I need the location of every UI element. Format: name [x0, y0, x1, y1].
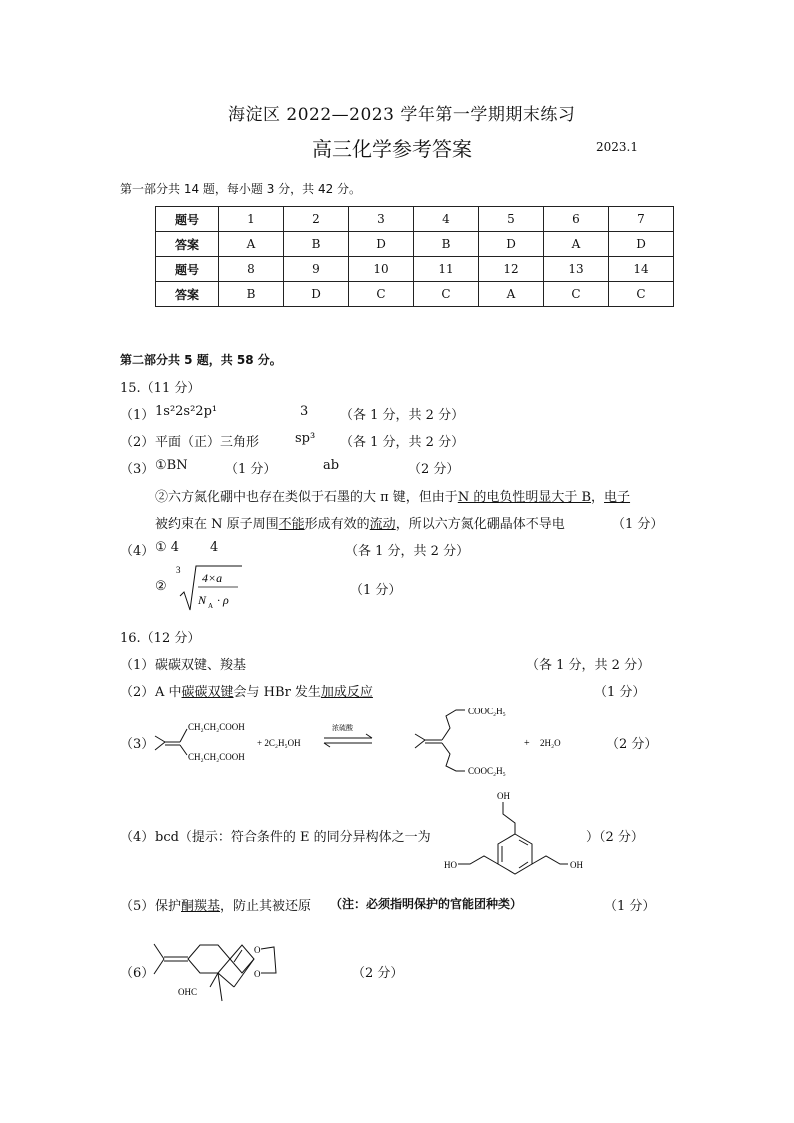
hydroxyl-label-right: OH	[570, 860, 583, 870]
table-cell: 2	[284, 207, 349, 232]
q16-part1-answer: 碳碳双键、羧基	[155, 658, 247, 673]
formula-numerator: 4×a	[202, 571, 223, 585]
text-span: ，防止其被还原	[220, 899, 312, 914]
q16-part4-score: ）（2 分）	[586, 830, 644, 845]
q15-part3-score-b: （2 分）	[408, 462, 460, 477]
q16-part1-score: （各 1 分，共 2 分）	[526, 658, 651, 673]
q15-part4-score: （各 1 分，共 2 分）	[345, 544, 470, 559]
table-row	[156, 207, 674, 232]
ring-double-bond	[234, 950, 242, 962]
q15-part4-answer-b: 4	[210, 540, 219, 555]
table-cell: 14	[609, 257, 674, 282]
oxygen-label-bottom: O	[254, 969, 261, 979]
arrow-head	[324, 743, 330, 747]
bond-line	[155, 742, 165, 750]
bond-line	[180, 745, 187, 755]
q15-part3-answer-b: ab	[323, 458, 340, 473]
table-row	[156, 282, 674, 307]
side-chain-right	[532, 856, 568, 864]
bond-line	[415, 734, 425, 740]
table-cell: 5	[479, 207, 544, 232]
table-cell: B	[284, 232, 349, 257]
q15-part3-number: （3）	[120, 462, 155, 477]
cube-root-formula	[172, 562, 262, 614]
underlined-text: 流动	[369, 517, 396, 532]
table-cell: D	[609, 232, 674, 257]
q16-part4-answer: bcd（提示：符合条件的 E 的同分异构体之一为	[155, 830, 431, 845]
q15-part2-number: （2）	[120, 435, 155, 450]
q15-part4-answer-c-label: ②	[155, 579, 167, 594]
bond-line	[154, 944, 164, 959]
exam-title: 海淀区 2022—2023 学年第一学期期末练习	[228, 105, 576, 125]
root-index: 3	[176, 565, 181, 575]
bond-chain	[442, 710, 465, 740]
underlined-text: 不能	[278, 517, 305, 532]
row-label: 答案	[156, 282, 219, 307]
q16-part3-score: （2 分）	[606, 737, 658, 752]
formula-denominator-sub: A	[208, 602, 214, 610]
q16-part2-answer	[155, 681, 373, 700]
q16-part2-score: （1 分）	[594, 685, 646, 700]
q15-part1-score: （各 1 分，共 2 分）	[340, 408, 465, 423]
ethanol-reagent: + 2C₂H₅OH	[257, 738, 301, 748]
table-cell: 3	[349, 207, 414, 232]
part2-intro: 第二部分共 5 题，共 58 分。	[120, 353, 282, 367]
table-cell: 8	[219, 257, 284, 282]
table-cell: D	[479, 232, 544, 257]
bond-line	[415, 740, 425, 748]
table-cell: 9	[284, 257, 349, 282]
bond-line	[154, 959, 164, 974]
table-cell: 7	[609, 207, 674, 232]
bond-line	[210, 973, 218, 987]
row-label: 答案	[156, 232, 219, 257]
q16-part5-answer	[155, 895, 311, 914]
underlined-text: 酮羰基	[181, 899, 221, 914]
q15-part1-number: （1）	[120, 408, 155, 423]
table-cell: C	[609, 282, 674, 307]
exam-date: 2023.1	[596, 140, 638, 154]
cyclohexane-ring	[188, 945, 230, 973]
q16-header: 16.（12 分）	[120, 631, 201, 646]
q16-part6-number: （6）	[120, 966, 155, 981]
table-cell: C	[414, 282, 479, 307]
table-cell: A	[544, 232, 609, 257]
table-cell: C	[349, 282, 414, 307]
reactant-chain-top: CH₂CH₂COOH	[188, 722, 245, 732]
q15-part2-shape: 平面（正）三角形	[155, 435, 260, 450]
table-row	[156, 232, 674, 257]
q16-part6-score: （2 分）	[352, 966, 404, 981]
q15-part3-score-c: （1 分）	[612, 517, 664, 532]
table-cell: 12	[479, 257, 544, 282]
table-cell: A	[219, 232, 284, 257]
text-span: ，	[591, 490, 605, 505]
bond-chain	[442, 743, 465, 771]
q15-part2-hybrid: sp³	[295, 431, 316, 446]
text-span: A 中	[155, 685, 182, 700]
q15-header: 15.（11 分）	[120, 381, 201, 396]
text-span: 保护	[155, 899, 182, 914]
ketal-product-structure	[148, 935, 288, 1007]
q15-part3-explain-line2	[155, 513, 565, 532]
formula-denominator-rest: · ρ	[217, 593, 229, 607]
table-cell: C	[544, 282, 609, 307]
part1-intro: 第一部分共 14 题，每小题 3 分，共 42 分。	[120, 182, 362, 196]
row-label: 题号	[156, 257, 219, 282]
table-cell: 6	[544, 207, 609, 232]
reaction-condition: 浓硫酸	[332, 724, 353, 732]
water-product: 2H₂O	[540, 738, 561, 748]
text-span: 会与 HBr 发生	[233, 685, 321, 700]
plus-sign: +	[524, 738, 530, 749]
q16-part2-number: （2）	[120, 685, 155, 700]
esterification-reaction	[150, 708, 650, 780]
product-ester-top: COOC₂H₅	[468, 708, 506, 716]
table-cell: B	[219, 282, 284, 307]
q15-part4-answer-a: ① 4	[155, 540, 180, 555]
underlined-text: N 的电负性明显大于 B	[457, 490, 592, 505]
table-cell: B	[414, 232, 479, 257]
q15-part3-explain-line1	[155, 486, 630, 505]
text-span: 形成有效的	[304, 517, 370, 532]
q15-part4-number: （4）	[120, 544, 155, 559]
q15-part2-score: （各 1 分，共 2 分）	[340, 435, 465, 450]
hydroxyl-label-left: HO	[444, 860, 457, 870]
product-ester-bottom: COOC₂H₅	[468, 766, 506, 776]
cyclohexene-ring	[230, 945, 254, 973]
underlined-text: 碳碳双键	[181, 685, 234, 700]
q16-part4-number: （4）	[120, 830, 155, 845]
q15-part1-config: 1s²2s²2p¹	[155, 404, 218, 419]
text-span: ②六方氮化硼中也存在类似于石墨的大 π 键，但由于	[155, 490, 458, 505]
bond-line	[234, 959, 254, 987]
table-cell: D	[284, 282, 349, 307]
side-chain-top	[503, 802, 515, 834]
bond-line	[180, 729, 187, 742]
q16-part5-score: （1 分）	[604, 899, 656, 914]
q15-part4-score-c: （1 分）	[350, 583, 402, 598]
q15-part3-score-a: （1 分）	[225, 462, 277, 477]
benzene-triol-structure	[440, 788, 590, 884]
reactant-chain-bottom: CH₂CH₂COOH	[188, 752, 245, 762]
arrow-head	[366, 734, 372, 738]
table-cell: D	[349, 232, 414, 257]
q16-part5-number: （5）	[120, 899, 155, 914]
row-label: 题号	[156, 207, 219, 232]
bond-line	[218, 973, 234, 987]
q16-part5-note: （注：必须指明保护的官能团种类）	[330, 897, 523, 911]
answer-table	[155, 206, 674, 307]
q16-part3-number: （3）	[120, 737, 155, 752]
table-cell: 4	[414, 207, 479, 232]
bond-line	[155, 736, 165, 742]
table-cell: 1	[219, 207, 284, 232]
methyl-bond	[218, 973, 222, 1001]
benzene-ring	[498, 834, 532, 874]
table-cell: A	[479, 282, 544, 307]
hydroxyl-label-top: OH	[497, 791, 510, 801]
table-cell: 13	[544, 257, 609, 282]
aldehyde-label: OHC	[178, 987, 198, 997]
table-cell: 10	[349, 257, 414, 282]
oxygen-label-top: O	[254, 945, 261, 955]
underlined-text: 电子	[604, 490, 631, 505]
q16-part1-number: （1）	[120, 658, 155, 673]
q15-part3-answer-a: ①BN	[155, 458, 188, 473]
text-span: 被约束在 N 原子周围	[155, 517, 279, 532]
underlined-text: 加成反应	[320, 685, 373, 700]
side-chain-left	[458, 856, 498, 864]
table-row	[156, 257, 674, 282]
dioxolane-ring	[261, 947, 276, 973]
formula-denominator-n: N	[198, 593, 207, 607]
q15-part1-value: 3	[300, 404, 309, 419]
text-span: ，所以六方氮化硼晶体不导电	[395, 517, 565, 532]
table-cell: 11	[414, 257, 479, 282]
answer-key-title: 高三化学参考答案	[312, 137, 472, 161]
